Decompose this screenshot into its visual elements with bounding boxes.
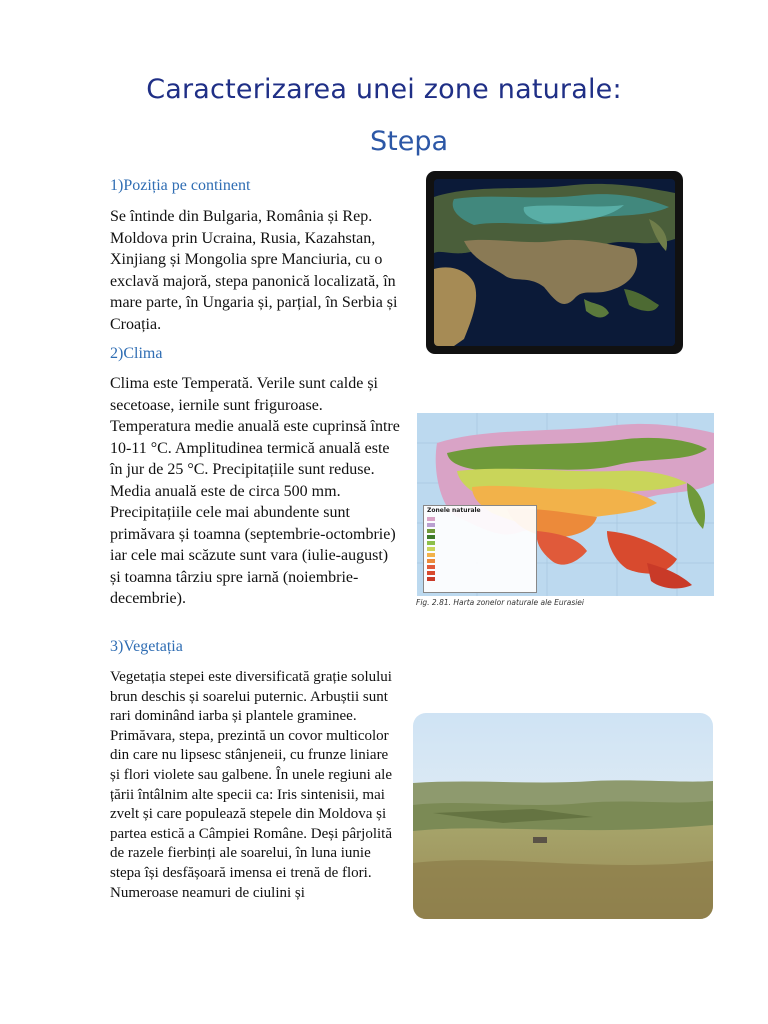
page-subtitle: Stepa	[370, 126, 449, 157]
steppe-landscape-graphic	[413, 713, 713, 919]
section-text-vegetation: Vegetația stepei este diversificată grație solului brun deschis și soarelui puternic. Arbuștii sunt rari dominând iarba și plantele graminee. Primăvara, stepa, prezintă un covor multicolor din care nu lipsesc stânjeneii, cu frunze liniare și flori violete sau galbene. În unele regiuni ale țării întâlnim alte specii ca: Iris sintenisii, mai zvelt și care populează stepele din Moldova și partea estică a Câmpiei Române. Deși pârjolită de razele fierbinți ale soarelui, în luna iunie stepa își desfășoară imensa ei trenă de flori. Numeroase neamuri de ciulini și	[110, 669, 392, 901]
section-text-position: Se întinde din Bulgaria, România și Rep. Moldova prin Ucraina, Rusia, Kazahstan, Xinjiang și Mongolia spre Manciuria, cu o exclavă majoră, stepa panonică localizată, în mare parte, în Ungaria și, parțial, în Serbia și Croația.	[110, 208, 398, 333]
page-title: Caracterizarea unei zone naturale:	[146, 74, 622, 105]
section-heading-vegetation: 3)Vegetația	[110, 638, 183, 655]
section-heading-position: 1)Poziția pe continent	[110, 177, 251, 194]
section-text-climate: Clima este Temperată. Verile sunt calde și secetoase, iernile sunt friguroase. Temperatura medie anuală este cuprinsă între 10-11 °C. Amplitudinea termică anuală este în jur de 25 °C. Precipitațiile sunt reduse. Media anuală este de circa 500 mm. Precipitațiile cele mai abundente sunt primăvara și toamna (septembrie-octombrie) iar cele mai scăzute sunt vara (iulie-august) și toamna târziu spre iarnă (noiembrie-decembrie).	[110, 375, 400, 607]
legend-swatches	[424, 515, 534, 587]
map-legend	[423, 505, 537, 593]
steppe-landscape-photo	[413, 713, 713, 919]
map-legend-title: Zonele naturale	[427, 507, 481, 514]
satellite-earth-graphic	[434, 179, 675, 346]
section-heading-climate: 2)Clima	[110, 345, 163, 362]
satellite-image-eurasia	[426, 171, 683, 354]
map-caption: Fig. 2.81. Harta zonelor naturale ale Eurasiei	[416, 598, 585, 607]
